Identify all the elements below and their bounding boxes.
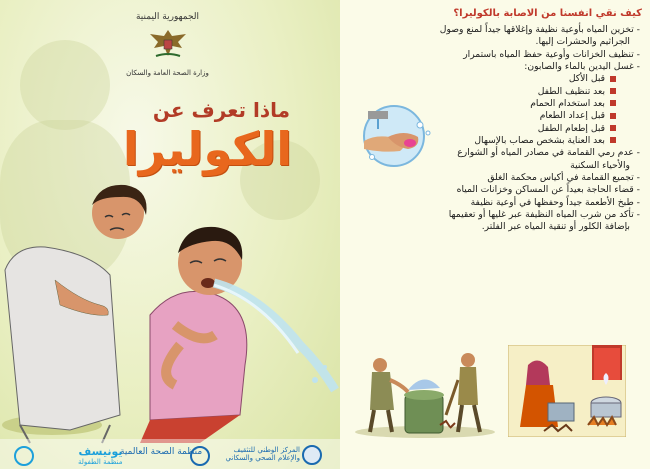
list-item: - قضاء الحاجة بعيداً عن المساكن وخزانات المياه <box>456 184 640 196</box>
list-item: الجراثيم والحشرات إليها. <box>535 36 630 48</box>
republic-label: الجمهورية اليمنية <box>135 12 199 22</box>
list-item: - تخزين المياه بأوعية نظيفة وإغلاقها جيداً لمنع وصول <box>439 24 640 35</box>
list-item: - غسل اليدين بالماء والصابون: <box>524 60 640 72</box>
title-line-1: ماذا تعرف عن <box>152 98 290 122</box>
boiling-water-illustration <box>508 345 626 437</box>
prevention-panel <box>340 0 650 469</box>
who-logo-label: منظمة الصحة العالمية <box>120 447 203 457</box>
bullet-square-icon <box>610 76 616 82</box>
handwash-item: بعد استخدام الحمام <box>355 98 640 110</box>
partner-logos-bar <box>0 439 340 469</box>
list-item: بإضافة الكلور أو تنقية المياه عبر الفلتر. <box>481 221 630 233</box>
bullet-square-icon <box>610 137 616 143</box>
garbage-bin-illustration <box>350 340 500 440</box>
title-line-2: الكوليرا <box>122 122 292 176</box>
ministry-name: وزارة الصحة العامة والسكان <box>126 69 209 77</box>
sick-children-illustration <box>0 175 340 445</box>
bullet-square-icon <box>610 88 616 94</box>
unicef-name: يونيسف <box>78 445 123 458</box>
list-item: - عدم رمي القمامة في مصادر المياه أو الشوارع <box>457 147 640 159</box>
bullet-square-icon <box>610 100 616 106</box>
list-item: والأحياء السكنية <box>570 159 630 171</box>
bullet-square-icon <box>610 125 616 131</box>
handwash-item: بعد تنظيف الطفل <box>355 86 640 98</box>
list-item: - تجميع القمامة في أكياس محكمة الغلق <box>487 171 640 183</box>
unicef-logo-icon <box>14 446 34 466</box>
handwashing-illustration <box>348 103 440 169</box>
bullet-square-icon <box>610 113 616 119</box>
handwash-item: قبل إعداد الطعام <box>355 110 640 122</box>
handwash-item: بعد العناية بشخص مصاب بالإسهال <box>355 135 640 147</box>
eagle-emblem-icon <box>146 26 190 60</box>
national-center-logo-icon <box>302 445 322 465</box>
list-item: - تنظيف الخزانات وأوعية حفظ المياه باستمرار <box>463 48 640 60</box>
list-item: - تأكد من شرب المياه النظيفة عبر غليها أو تعقيمها <box>448 208 640 220</box>
handwash-item: قبل الأكل <box>355 73 640 85</box>
list-item: - طبخ الأطعمة جيداً وحفظها في أوعية نظيفة <box>470 196 640 208</box>
handwash-item: قبل إطعام الطفل <box>355 123 640 135</box>
ministry-header <box>120 12 215 77</box>
unicef-logo <box>78 445 123 466</box>
prevention-question: كيف نقي انفسنا من الاصابة بالكوليرا؟ <box>453 8 642 19</box>
unicef-subtitle: منظمة الطفولة <box>78 458 123 466</box>
national-center-label: المركز الوطني للتثقيف والإعلام الصحي والسكاني <box>225 446 300 463</box>
background-figure <box>20 40 110 130</box>
